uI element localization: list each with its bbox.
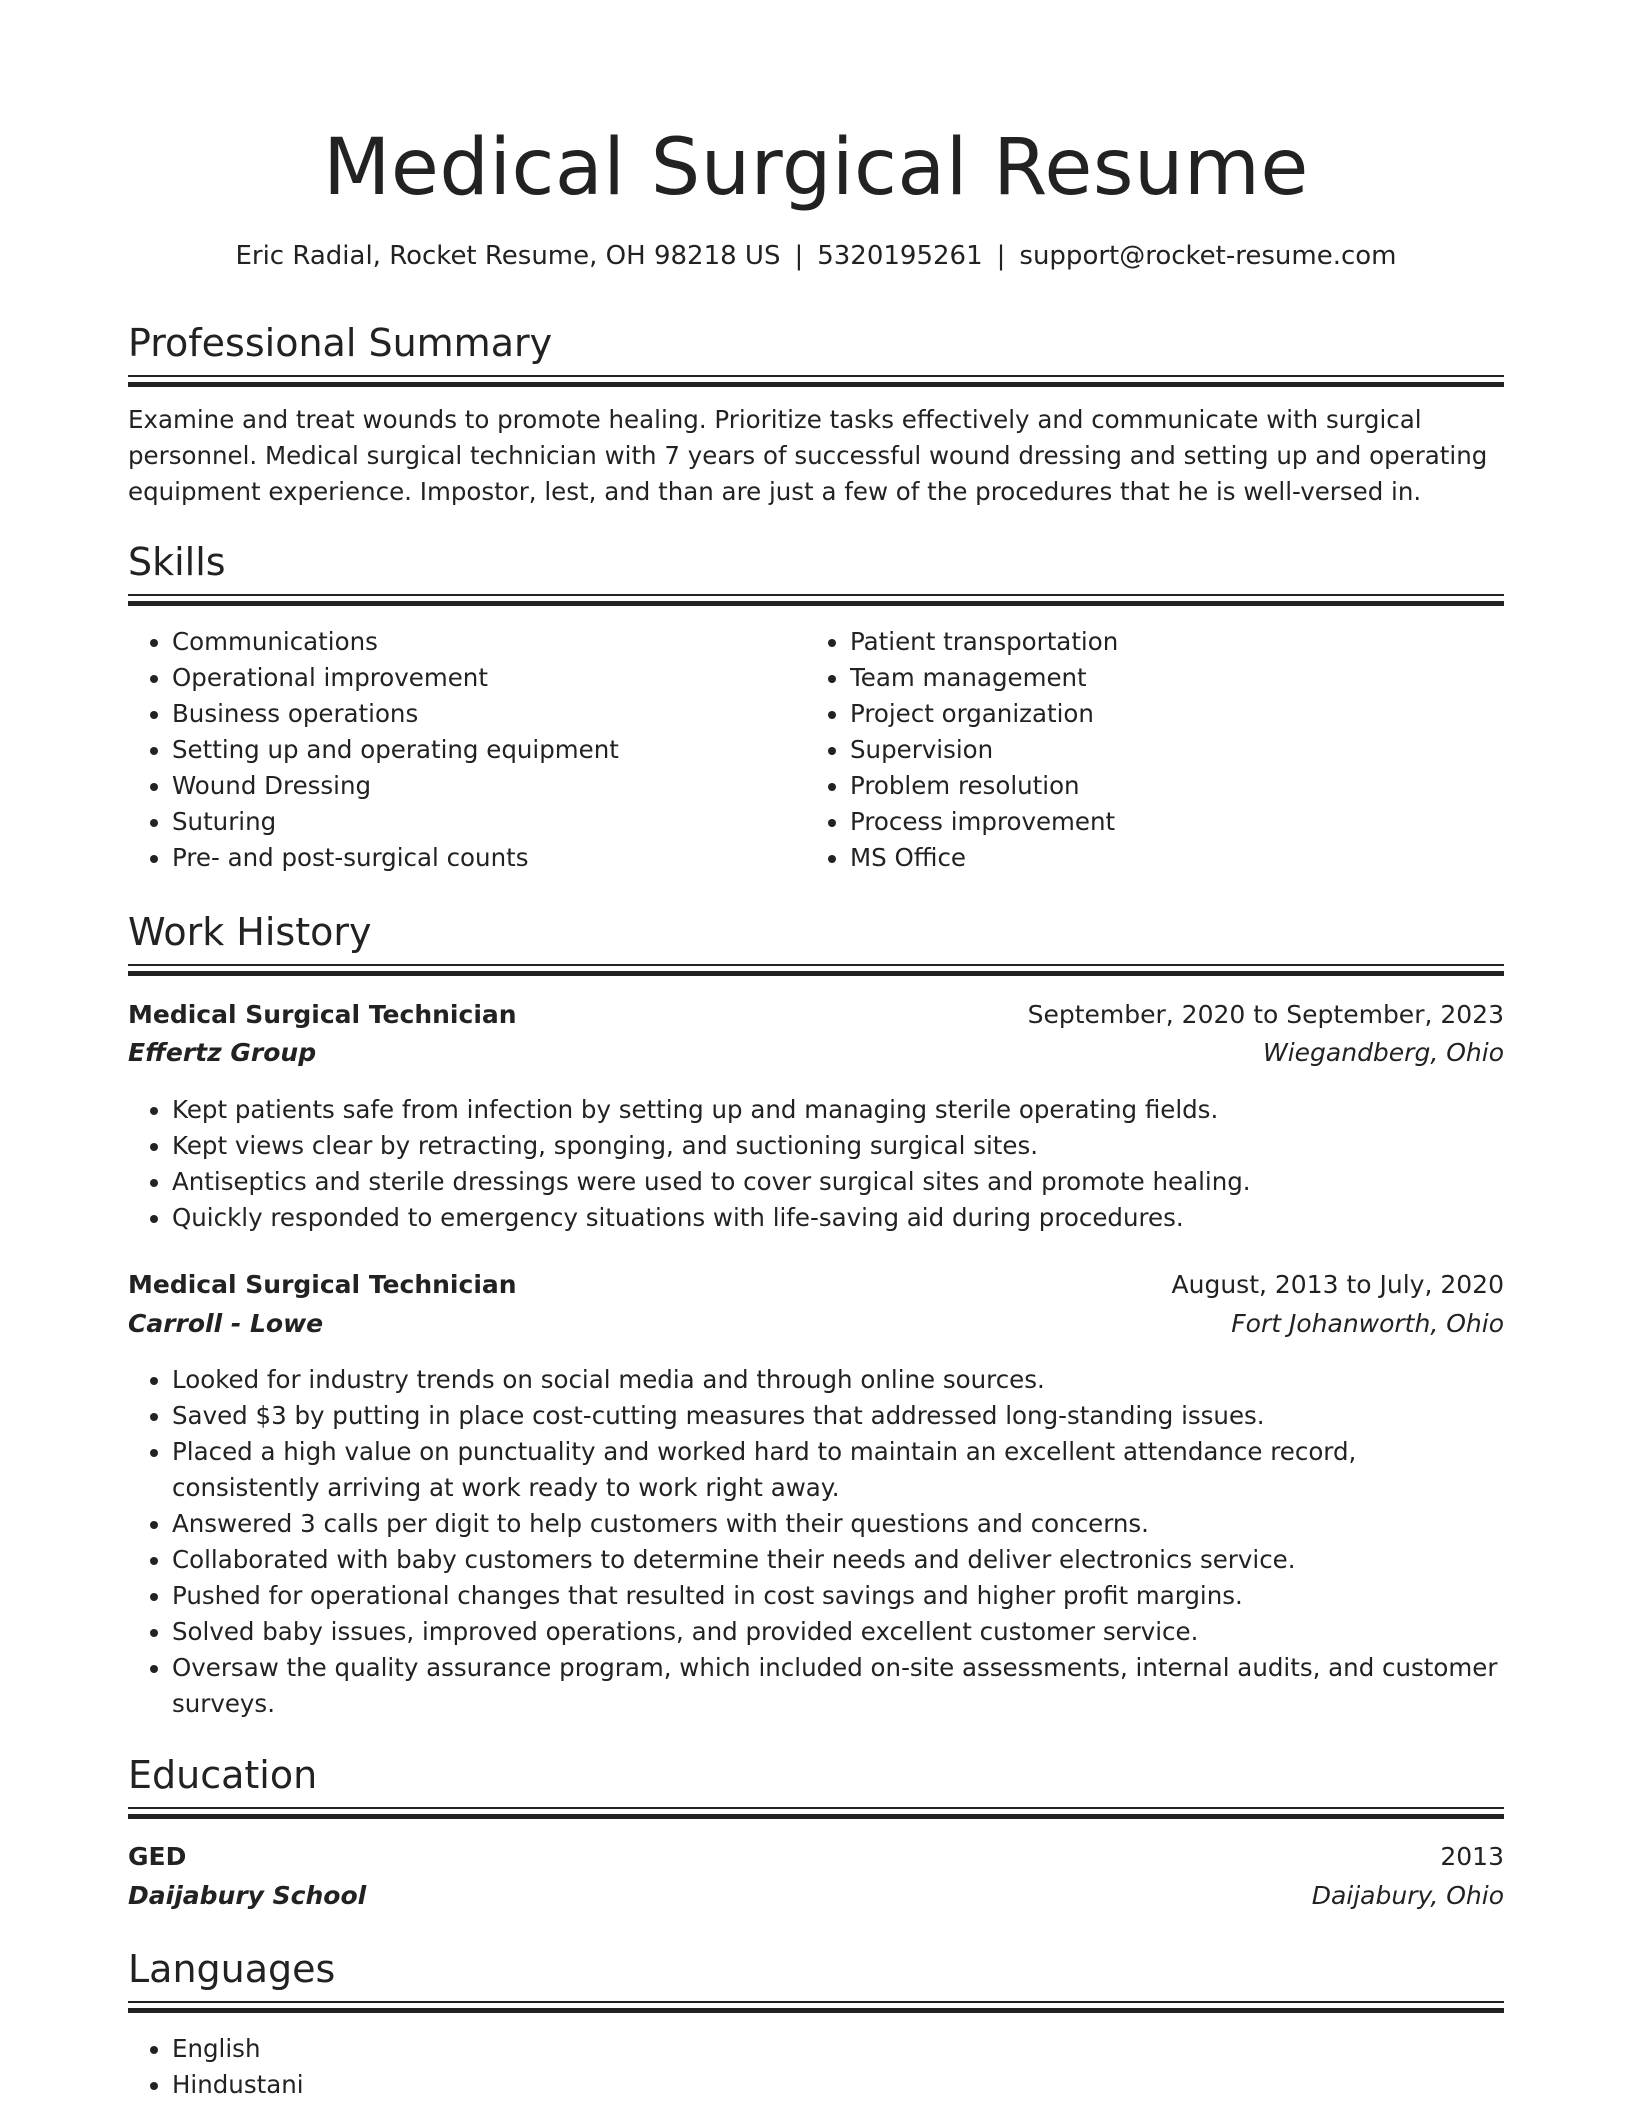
list-item: • Suturing xyxy=(172,804,768,840)
education-year: 2013 xyxy=(1440,1842,1504,1871)
list-item: • Antiseptics and sterile dressings were used to cover surgical sites and promote healing. xyxy=(172,1164,1504,1200)
section-divider xyxy=(128,594,1504,606)
list-item: • Process improvement xyxy=(850,804,1446,840)
job-location: Fort Johanworth, Ohio xyxy=(1231,1309,1504,1338)
section-divider xyxy=(128,375,1504,387)
contact-email: support@rocket-resume.com xyxy=(1019,241,1397,271)
languages-heading: Languages xyxy=(128,1947,336,1991)
education-subheader xyxy=(128,1878,1504,1914)
job-subheader xyxy=(128,1306,1504,1342)
job-subheader xyxy=(128,1035,1504,1071)
job-bullet-list xyxy=(128,1092,1504,1236)
list-item: • English xyxy=(172,2031,1504,2067)
job-dates: September, 2020 to September, 2023 xyxy=(1027,1000,1504,1029)
list-item: • Kept views clear by retracting, sponging, and suctioning surgical sites. xyxy=(172,1128,1504,1164)
contact-address: Eric Radial, Rocket Resume, OH 98218 US xyxy=(235,241,781,271)
list-item: • Oversaw the quality assurance program, which included on-site assessments, internal audits, and customer surveys. xyxy=(172,1650,1504,1722)
education-degree: GED xyxy=(128,1842,187,1871)
education-location: Daijabury, Ohio xyxy=(1311,1881,1504,1910)
job-company: Effertz Group xyxy=(128,1038,317,1067)
list-item: • Looked for industry trends on social media and through online sources. xyxy=(172,1362,1504,1398)
job-bullets xyxy=(128,1362,1504,1722)
contact-separator: | xyxy=(996,241,1006,271)
job-location: Wiegandberg, Ohio xyxy=(1262,1038,1504,1067)
education-school: Daijabury School xyxy=(128,1881,367,1910)
section-divider xyxy=(128,2001,1504,2013)
job-title: Medical Surgical Technician xyxy=(128,1270,517,1299)
list-item: • Pre- and post-surgical counts xyxy=(172,840,768,876)
list-item: • Kept patients safe from infection by setting up and managing sterile operating fields. xyxy=(172,1092,1504,1128)
list-item: • Wound Dressing xyxy=(172,768,768,804)
list-item: • Problem resolution xyxy=(850,768,1446,804)
list-item: • Project organization xyxy=(850,696,1446,732)
list-item: • Patient transportation xyxy=(850,624,1446,660)
job-bullet-list xyxy=(128,1362,1504,1722)
list-item: • Hindustani xyxy=(172,2067,1504,2103)
contact-separator: | xyxy=(794,241,804,271)
skills-list-right xyxy=(806,624,1446,876)
job-bullets xyxy=(128,1092,1504,1236)
list-item: • Operational improvement xyxy=(172,660,768,696)
skills-left-column xyxy=(128,624,768,876)
contact-phone: 5320195261 xyxy=(817,241,983,271)
languages-list-wrapper xyxy=(128,2031,1504,2103)
job-title: Medical Surgical Technician xyxy=(128,1000,517,1029)
list-item: • Saved $3 by putting in place cost-cutting measures that addressed long-standing issues. xyxy=(172,1398,1504,1434)
section-divider xyxy=(128,964,1504,976)
skills-list-left xyxy=(128,624,768,876)
skills-right-column xyxy=(806,624,1446,876)
languages-list xyxy=(128,2031,1504,2103)
education-heading: Education xyxy=(128,1753,318,1797)
list-item: • Pushed for operational changes that resulted in cost savings and higher profit margins. xyxy=(172,1578,1504,1614)
list-item: • Answered 3 calls per digit to help customers with their questions and concerns. xyxy=(172,1506,1504,1542)
summary-heading: Professional Summary xyxy=(128,321,553,365)
list-item: • Communications xyxy=(172,624,768,660)
list-item: • Placed a high value on punctuality and worked hard to maintain an excellent attendance record, consistently arriving at work ready to work right away. xyxy=(172,1434,1504,1506)
job-header xyxy=(128,997,1504,1033)
job-header xyxy=(128,1267,1504,1303)
job-company: Carroll - Lowe xyxy=(128,1309,324,1338)
contact-line xyxy=(128,238,1504,274)
list-item: • Solved baby issues, improved operations, and provided excellent customer service. xyxy=(172,1614,1504,1650)
list-item: • Collaborated with baby customers to determine their needs and deliver electronics service. xyxy=(172,1542,1504,1578)
list-item: • Quickly responded to emergency situations with life-saving aid during procedures. xyxy=(172,1200,1504,1236)
education-header xyxy=(128,1839,1504,1875)
list-item: • MS Office xyxy=(850,840,1446,876)
list-item: • Team management xyxy=(850,660,1446,696)
skills-heading: Skills xyxy=(128,540,226,584)
list-item: • Setting up and operating equipment xyxy=(172,732,768,768)
work-heading: Work History xyxy=(128,910,372,954)
section-divider xyxy=(128,1807,1504,1819)
summary-text: Examine and treat wounds to promote healing. Prioritize tasks effectively and communicate with surgical personnel. Medical surgical technician with 7 years of successful wound dressing and setting up and operating equipment experience. Impostor, lest, and than are just a few of the procedures that he is well-versed in. xyxy=(128,405,1488,506)
list-item: • Supervision xyxy=(850,732,1446,768)
list-item: • Business operations xyxy=(172,696,768,732)
page-title: Medical Surgical Resume xyxy=(323,123,1309,213)
job-dates: August, 2013 to July, 2020 xyxy=(1171,1270,1504,1299)
